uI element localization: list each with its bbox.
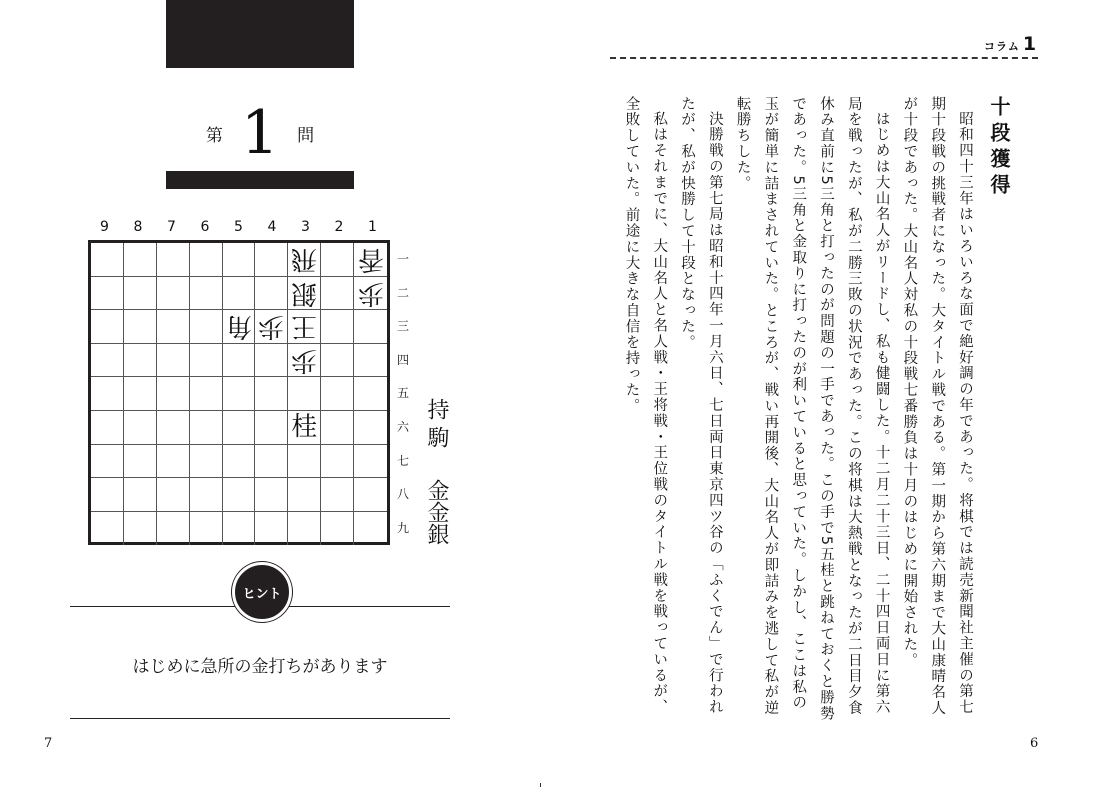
board-square — [124, 243, 157, 277]
column-title: 十段獲得 — [987, 96, 1011, 200]
dashed-divider — [610, 57, 1038, 59]
shogi-piece: 香 — [357, 244, 384, 275]
board-square — [255, 310, 288, 344]
title-underline-bar — [166, 171, 354, 189]
board-row — [91, 310, 387, 344]
paragraph-2: はじめは大山名人がリードし、私も健闘した。十二月二十三日、二十四日両日に第六局を戦ったが、私が二勝三敗の状況であった。この将棋は大熱戦となったが二日目夕食休み直前に5三角と打ったのが問題の一手であった。この手で5五桂と跳ねておくと勝勢であった。5三角と金取りに打ったのが利いていると思っていた。しかし、ここは私の玉が簡単に詰まされていた。ところが、戦い再開後、大山名人が即詰みを逃して私が逆転勝ちした。 — [734, 96, 890, 722]
board-square — [288, 377, 321, 411]
board-square — [354, 377, 387, 411]
board-square — [354, 310, 387, 344]
board-square — [223, 512, 256, 546]
file-labels — [88, 219, 390, 239]
board-square — [223, 344, 256, 378]
board-square — [223, 445, 256, 479]
paragraph-4: 私はそれまでに、大山名人と名人戦・王将戦・王位戦のタイトル戦を戦っているが、全敗していた。前途に大きな自信を持った。 — [623, 96, 668, 715]
chapter-tab-block — [166, 0, 354, 68]
board-square — [124, 445, 157, 479]
board-square — [190, 344, 223, 378]
board-row — [91, 243, 387, 277]
hint-text: はじめに急所の金打ちがあります — [132, 657, 388, 677]
board-square — [91, 377, 124, 411]
board-square — [223, 243, 256, 277]
board-square — [255, 445, 288, 479]
rank-label: 二 — [396, 285, 409, 300]
board-square — [288, 243, 321, 277]
problem-number: 1 — [240, 98, 280, 168]
board-square — [124, 310, 157, 344]
board-square — [223, 277, 256, 311]
board-square — [124, 512, 157, 546]
board-square — [190, 478, 223, 512]
board-square — [354, 344, 387, 378]
board-square — [288, 411, 321, 445]
file-label: 7 — [167, 219, 176, 235]
column-header — [984, 33, 1036, 55]
board-row — [91, 377, 387, 411]
board-square — [190, 445, 223, 479]
problem-suffix: 問 — [297, 125, 315, 146]
board-square — [223, 310, 256, 344]
column-label: コラム — [984, 40, 1020, 53]
board-square — [354, 445, 387, 479]
hint-bottom-rule — [70, 718, 450, 719]
file-label: 5 — [234, 219, 243, 235]
board-square — [157, 310, 190, 344]
board-square — [321, 277, 354, 311]
board-square — [223, 411, 256, 445]
rank-label: 四 — [396, 352, 409, 367]
board-square — [157, 411, 190, 445]
board-square — [157, 277, 190, 311]
board-square — [288, 445, 321, 479]
board-row — [91, 445, 387, 479]
left-page-number: 7 — [44, 736, 53, 751]
board-square — [354, 478, 387, 512]
file-label: 3 — [301, 219, 310, 235]
problem-title — [166, 98, 354, 168]
file-label: 1 — [368, 219, 377, 235]
board-square — [354, 243, 387, 277]
rank-label: 六 — [396, 420, 409, 434]
pieces-in-hand-label: 持駒 — [424, 398, 449, 454]
board-square — [255, 344, 288, 378]
board-square — [255, 277, 288, 311]
board-square — [91, 411, 124, 445]
shogi-piece: 角 — [225, 311, 252, 342]
file-label: 6 — [200, 219, 210, 235]
shogi-board — [88, 240, 390, 545]
board-square — [190, 411, 223, 445]
board-square — [91, 445, 124, 479]
file-label: 8 — [133, 219, 143, 235]
file-label: 9 — [100, 219, 109, 235]
column-number: 1 — [1022, 33, 1037, 55]
board-square — [91, 310, 124, 344]
shogi-piece: 王 — [291, 311, 318, 342]
board-square — [255, 512, 288, 546]
board-square — [190, 377, 223, 411]
rank-label: 三 — [396, 319, 409, 334]
board-square — [321, 512, 354, 546]
board-square — [190, 277, 223, 311]
board-square — [288, 512, 321, 546]
board-row — [91, 411, 387, 445]
board-square — [157, 512, 190, 546]
board-square — [223, 478, 256, 512]
board-square — [321, 411, 354, 445]
board-square — [354, 277, 387, 311]
board-square — [354, 512, 387, 546]
board-row — [91, 344, 387, 378]
board-square — [124, 411, 157, 445]
shogi-piece: 銀 — [291, 277, 318, 308]
gutter-mark — [540, 783, 541, 787]
shogi-piece: 歩 — [357, 277, 384, 308]
file-label: 2 — [334, 219, 344, 235]
shogi-piece: 歩 — [291, 345, 318, 376]
board-square — [321, 445, 354, 479]
board-square — [157, 344, 190, 378]
board-square — [124, 478, 157, 512]
board-square — [124, 277, 157, 311]
rank-labels — [394, 240, 412, 542]
board-square — [354, 411, 387, 445]
board-square — [190, 310, 223, 344]
board-square — [157, 445, 190, 479]
shogi-piece: 桂 — [291, 412, 318, 443]
board-row — [91, 512, 387, 546]
hint-badge: ヒント — [232, 562, 292, 622]
board-row — [91, 277, 387, 311]
rank-label: 八 — [396, 487, 409, 502]
board-square — [321, 344, 354, 378]
board-square — [255, 478, 288, 512]
board-square — [288, 344, 321, 378]
column-body — [617, 96, 978, 726]
board-square — [321, 310, 354, 344]
rank-label: 一 — [396, 252, 409, 266]
board-square — [288, 277, 321, 311]
board-row — [91, 478, 387, 512]
board-square — [91, 344, 124, 378]
pieces-in-hand — [420, 398, 452, 545]
file-label: 4 — [267, 219, 277, 235]
shogi-piece: 歩 — [258, 311, 285, 342]
shogi-piece: 飛 — [291, 244, 318, 275]
board-square — [255, 243, 288, 277]
board-square — [124, 344, 157, 378]
board-square — [288, 310, 321, 344]
board-square — [190, 243, 223, 277]
board-square — [321, 243, 354, 277]
board-square — [157, 377, 190, 411]
board-square — [223, 377, 256, 411]
rank-label: 九 — [396, 520, 409, 535]
board-square — [91, 277, 124, 311]
board-square — [255, 377, 288, 411]
board-square — [157, 478, 190, 512]
problem-prefix: 第 — [205, 125, 223, 146]
rank-label: 五 — [396, 386, 409, 401]
board-square — [321, 478, 354, 512]
board-square — [91, 243, 124, 277]
board-square — [190, 512, 223, 546]
board-square — [157, 243, 190, 277]
paragraph-1: 昭和四十三年はいろいろな面で絶好調の年であった。将棋では読売新聞社主催の第七期十段戦の挑戦者になった。大タイトル戦である。第一期から第六期まで大山康晴名人が十段であった。大山名人対私の十段戦七番勝負は十月のはじめに開始された。 — [901, 96, 973, 717]
board-square — [255, 411, 288, 445]
paragraph-3: 決勝戦の第七局は昭和十四年一月六日、七日両日東京四ツ谷の「ふくでん」で行われたが、私が快勝して十段となった。 — [679, 96, 723, 715]
pieces-in-hand-list: 金金銀 — [424, 479, 449, 545]
board-square — [321, 377, 354, 411]
board-square — [91, 478, 124, 512]
right-page-number: 6 — [1030, 736, 1039, 751]
board-square — [91, 512, 124, 546]
board-square — [288, 478, 321, 512]
board-square — [124, 377, 157, 411]
rank-label: 七 — [396, 453, 409, 468]
